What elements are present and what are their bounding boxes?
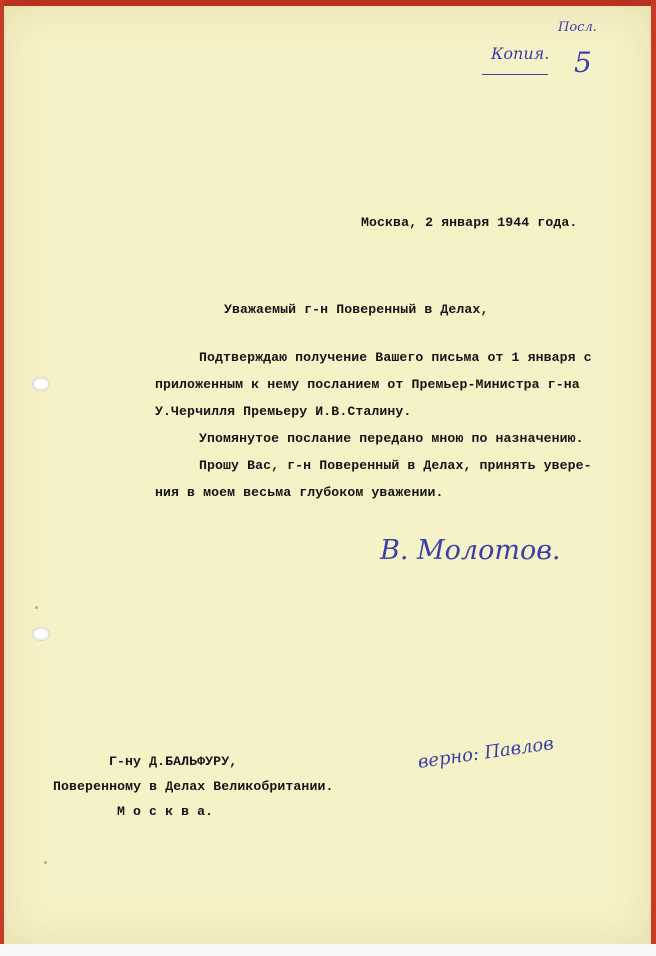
body-line: ния в моем весьма глубоком уважении. bbox=[155, 485, 444, 500]
signature: В. Молотов. bbox=[380, 535, 561, 566]
copy-mark: Копия. bbox=[491, 44, 550, 63]
note-top: Посл. bbox=[558, 20, 597, 35]
body-line: Прошу Вас, г-н Поверенный в Делах, принять увере- bbox=[199, 458, 592, 473]
place-date: Москва, 2 января 1944 года. bbox=[361, 215, 578, 230]
addressee-name: Г-ну Д.БАЛЬФУРУ, bbox=[109, 754, 238, 769]
salutation: Уважаемый г-н Поверенный в Делах, bbox=[224, 302, 489, 317]
paper-speck bbox=[44, 861, 47, 864]
addressee-city: М о с к в а. bbox=[117, 804, 214, 819]
document-number: 5 bbox=[574, 46, 592, 79]
body-line: приложенным к нему посланием от Премьер-Министра г-на bbox=[155, 377, 580, 392]
body-line: Упомянутое послание передано мною по назначению. bbox=[199, 431, 584, 446]
scan-frame-right bbox=[651, 0, 656, 956]
addressee-title: Поверенному в Делах Великобритании. bbox=[53, 779, 334, 794]
scan-frame-bottom bbox=[0, 944, 656, 956]
document-sheet bbox=[4, 6, 651, 944]
body-line: У.Черчилля Премьеру И.В.Сталину. bbox=[155, 404, 412, 419]
copy-mark-underline bbox=[482, 74, 548, 75]
punch-hole-top bbox=[32, 377, 50, 391]
verification-note: верно: Павлов bbox=[416, 733, 555, 773]
body-line: Подтверждаю получение Вашего письма от 1 января с bbox=[199, 350, 592, 365]
paper-speck bbox=[35, 606, 38, 609]
punch-hole-bottom bbox=[32, 627, 50, 641]
